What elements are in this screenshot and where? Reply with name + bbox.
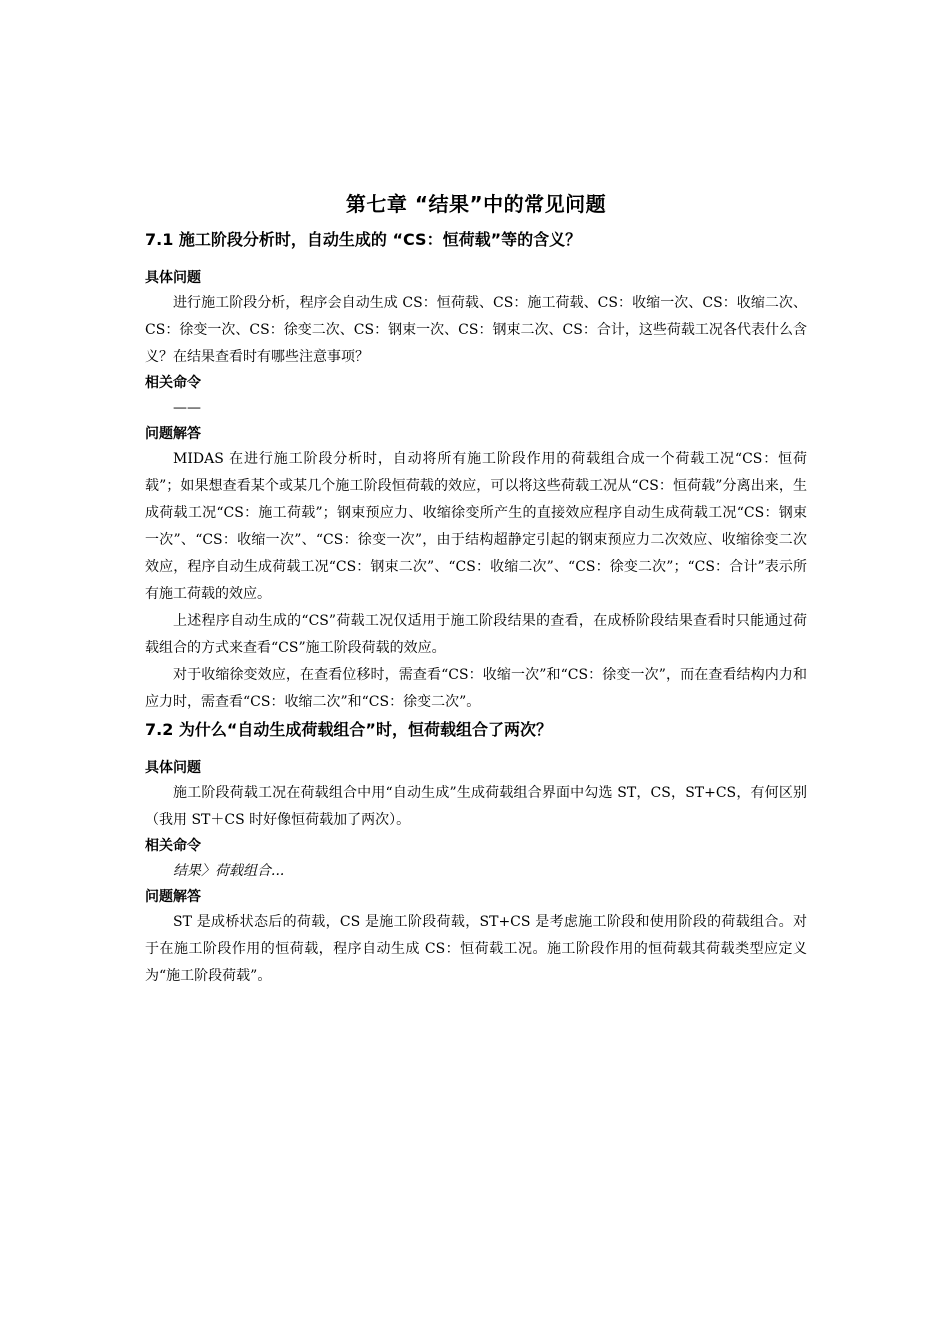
command-heading: 相关命令: [145, 838, 201, 854]
answer-paragraph: MIDAS 在进行施工阶段分析时，自动将所有施工阶段作用的荷载组合成一个荷载工况“CS：恒荷载”；如果想查看某个或某几个施工阶段恒荷载的效应，可以将这些荷载工况从“CS：恒荷载”分离出来，生成荷载工况“CS：施工荷载”；钢束预应力、收缩徐变所产生的直接效应程序自动生成荷载工况“CS：钢束一次”、“CS：收缩一次”、“CS：徐变一次”，由于结构超静定引起的钢束预应力二次效应、收缩徐变二次效应，程序自动生成荷载工况“CS：钢束二次”、“CS：收缩二次”、“CS：徐变二次”；“CS：合计”表示所有施工荷载的效应。: [145, 451, 807, 602]
problem-text: 进行施工阶段分析，程序会自动生成 CS：恒荷载、CS：施工荷载、CS：收缩一次、CS：收缩二次、CS：徐变一次、CS：徐变二次、CS：钢束一次、CS：钢束二次、CS：合计，这些荷载工况各代表什么含义？在结果查看时有哪些注意事项？: [145, 295, 807, 365]
command-heading: 相关命令: [145, 375, 201, 391]
problem-text: 施工阶段荷载工况在荷载组合中用“自动生成”生成荷载组合界面中勾选 ST，CS，ST+CS，有何区别（我用 ST＋CS 时好像恒荷载加了两次）。: [145, 785, 807, 828]
command-text: ——: [173, 400, 201, 416]
section-title: 7.1 施工阶段分析时，自动生成的 “CS：恒荷载”等的含义？: [145, 230, 582, 249]
section-title: 7.2 为什么“自动生成荷载组合”时，恒荷载组合了两次？: [145, 720, 552, 739]
section-7-2: [145, 716, 807, 990]
command-text: 结果〉荷载组合...: [173, 863, 285, 879]
answer-paragraph: 对于收缩徐变效应，在查看位移时，需查看“CS：收缩一次”和“CS：徐变一次”，而在查看结构内力和应力时，需查看“CS：收缩二次”和“CS：徐变二次”。: [145, 667, 807, 710]
chapter-title: 第七章 “结果”中的常见问题: [345, 192, 607, 216]
answer-heading: 问题解答: [145, 889, 201, 905]
problem-heading: 具体问题: [145, 270, 201, 286]
answer-heading: 问题解答: [145, 426, 201, 442]
answer-paragraph: ST 是成桥状态后的荷载，CS 是施工阶段荷载，ST+CS 是考虑施工阶段和使用阶段的荷载组合。对于在施工阶段作用的恒荷载，程序自动生成 CS：恒荷载工况。施工阶段作用的恒荷载其荷载类型应定义为“施工阶段荷载”。: [145, 914, 807, 984]
problem-heading: 具体问题: [145, 760, 201, 776]
answer-paragraph: 上述程序自动生成的“CS”荷载工况仅适用于施工阶段结果的查看，在成桥阶段结果查看时只能通过荷载组合的方式来查看“CS”施工阶段荷载的效应。: [145, 613, 807, 656]
page-content: [145, 188, 807, 990]
section-7-1: [145, 226, 807, 716]
